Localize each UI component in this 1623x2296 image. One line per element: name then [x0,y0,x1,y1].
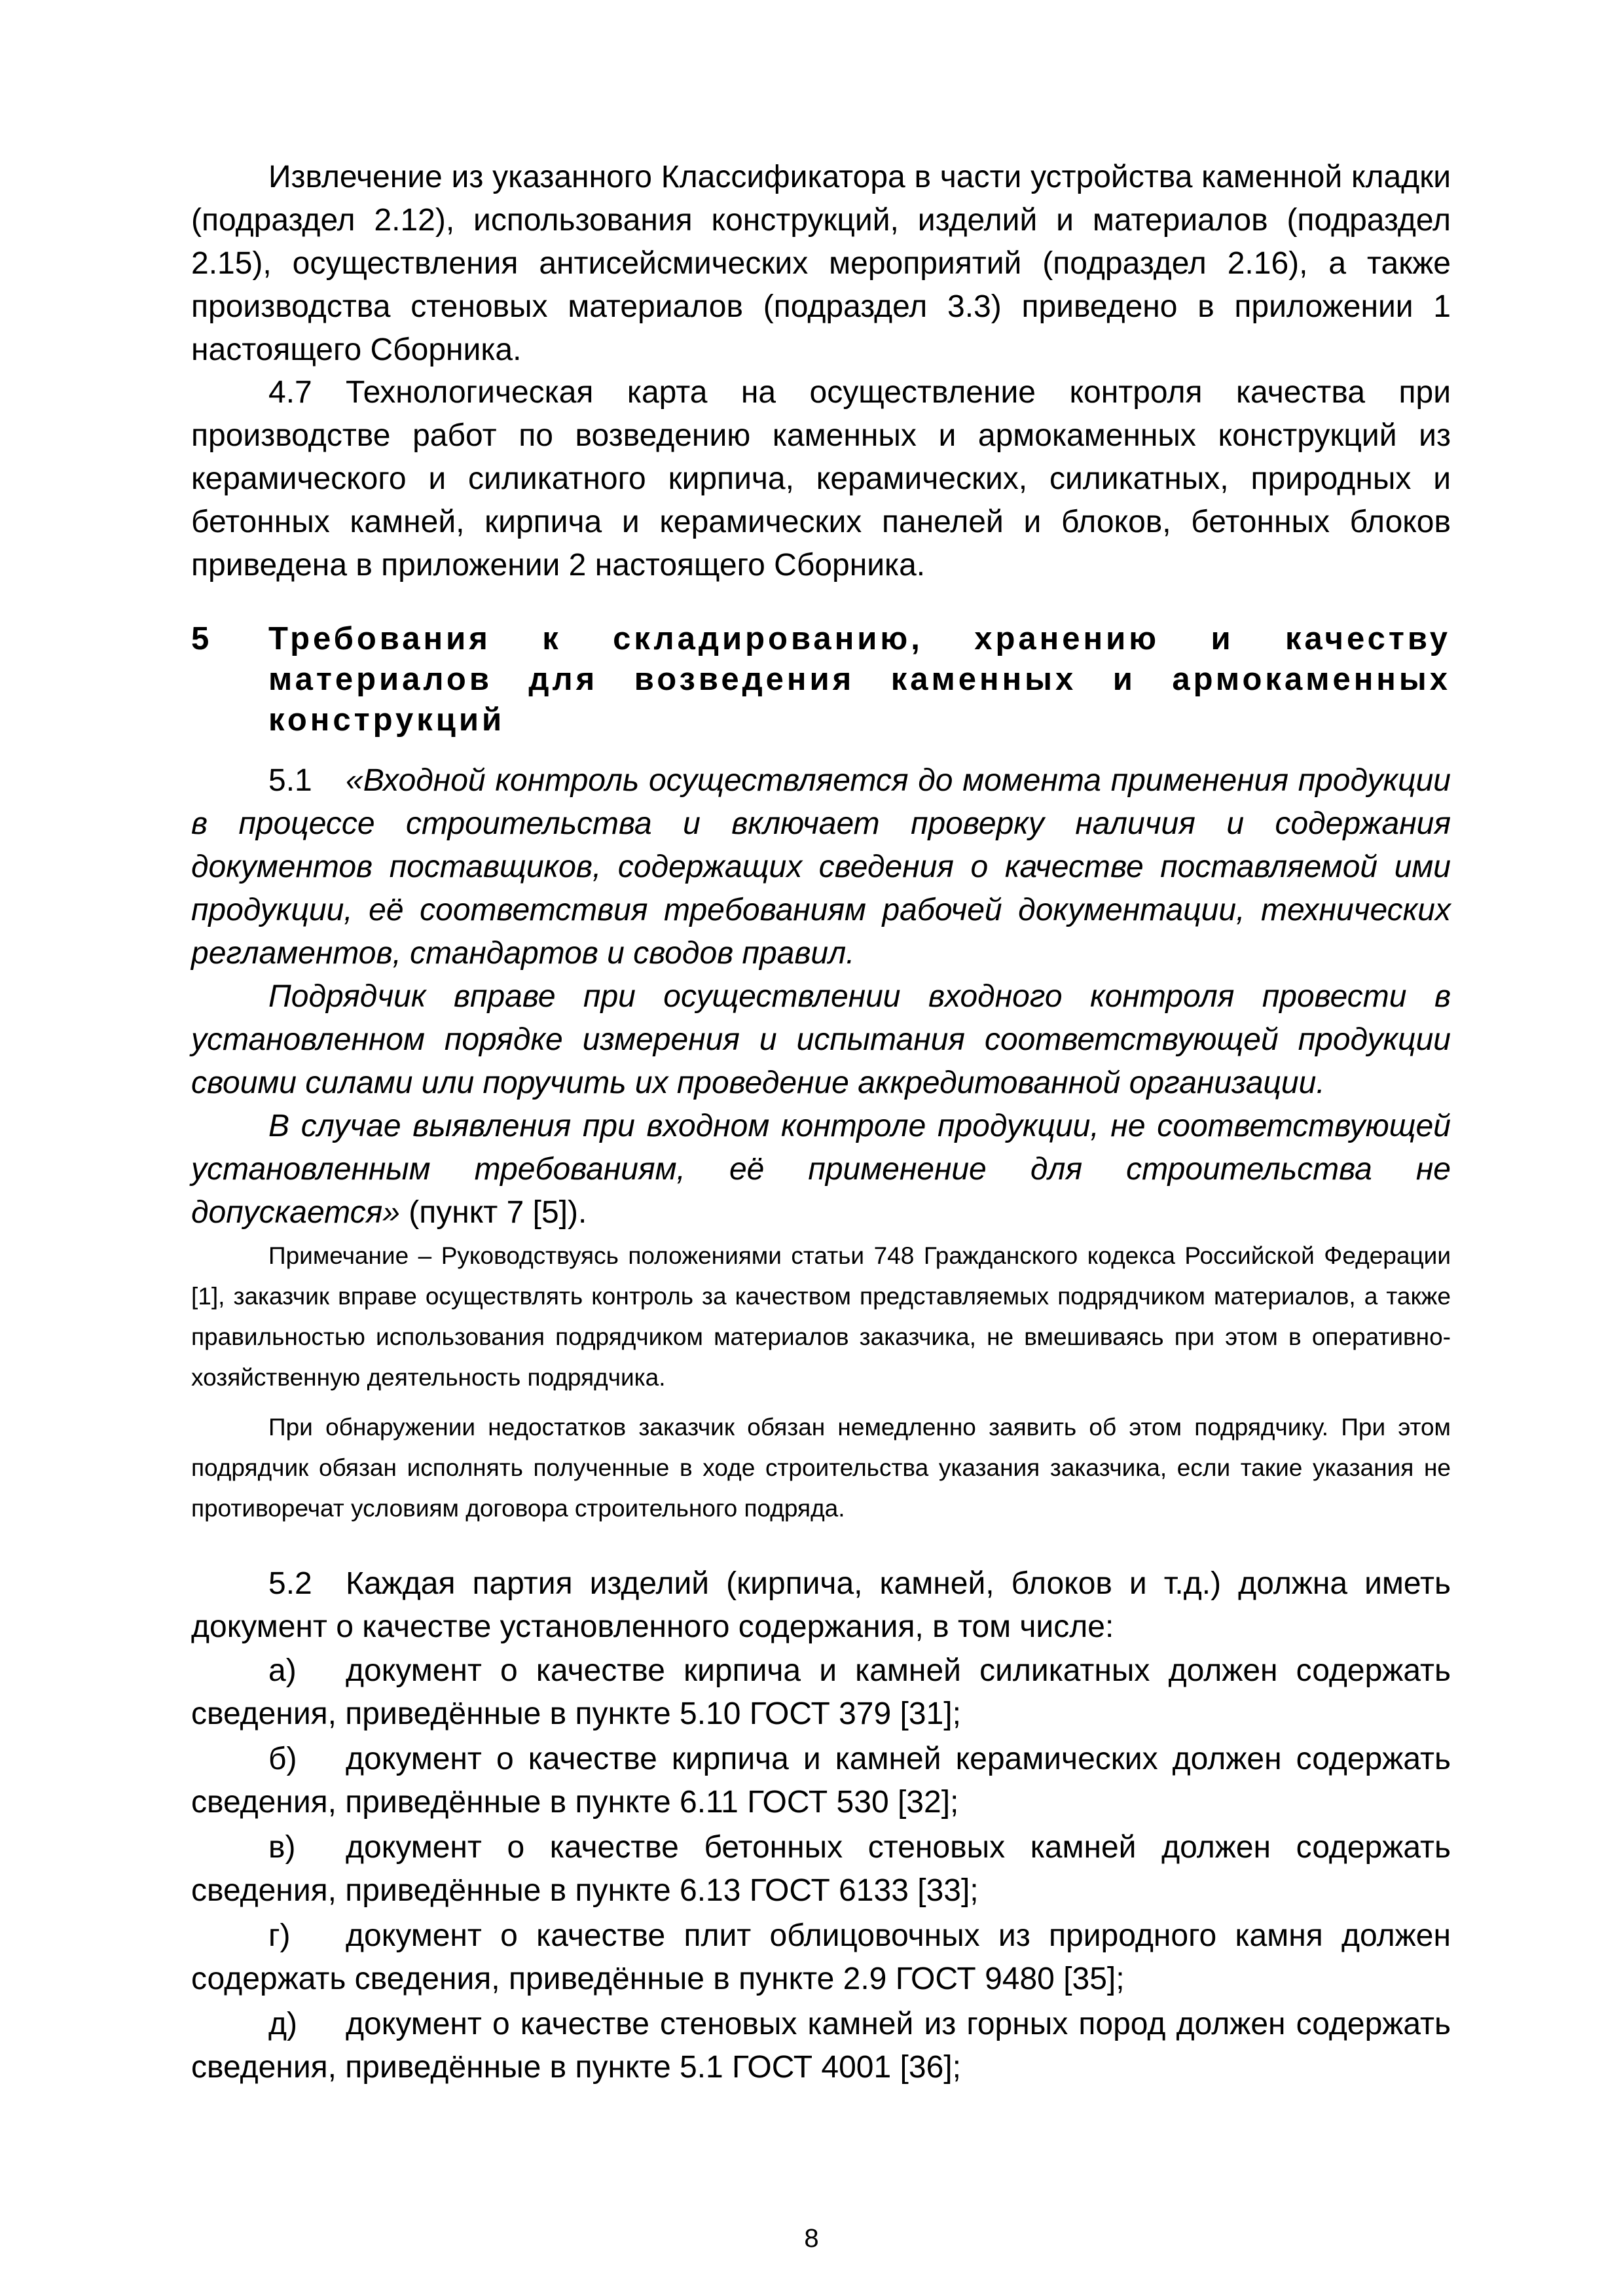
list-item-label: а) [268,1653,297,1688]
paragraph-text-italic: В случае выявления при входном контроле продукции, не соответствующей установленным требованиям, её применение для строительства не допускается» [191,1109,1451,1230]
list-item [191,1914,1451,2001]
paragraph-text: Технологическая карта на осуществление контроля качества при производстве работ по возведению каменных и армокаменных конструкций из керамического и силикатного кирпича, керамических, силикатных, природных и бетонных камней, кирпича и керамических панелей и блоков, бетонных блоков приведена в приложении 2 настоящего Сборника. [191,375,1451,583]
paragraph-5-1-contractor: Подрядчик вправе при осуществлении входного контроля провести в установленном порядке измерения и испытания соответствующей продукции своими силами или поручить их проведение аккредитованной организации. [191,979,1451,1100]
paragraph-5-2 [191,1562,1451,1649]
list-item-text: документ о качестве кирпича и камней силикатных должен содержать сведения, приведённые в пункте 5.10 ГОСТ 379 [31]; [191,1653,1451,1731]
paragraph-5-1-nonconforming [191,1105,1451,1234]
paragraph-4-7 [191,371,1451,587]
list-item-text: документ о качестве плит облицовочных из природного камня должен содержать сведения, приведённые в пункте 2.9 ГОСТ 9480 [35]; [191,1918,1451,1996]
list-item-text: документ о качестве кирпича и камней керамических должен содержать сведения, приведённые в пункте 6.11 ГОСТ 530 [32]; [191,1742,1451,1820]
list-item-text: документ о качестве бетонных стеновых камней должен содержать сведения, приведённые в пункте 6.13 ГОСТ 6133 [33]; [191,1830,1451,1908]
page-number: 8 [804,2224,819,2253]
list-item-label: в) [268,1830,296,1865]
section-title: Требования к складированию, хранению и качеству материалов для возведения каменных и армокаменных конструкций [268,621,1451,738]
intro-paragraph: Извлечение из указанного Классификатора в части устройства каменной кладки (подраздел 2.12), использования конструкций, изделий и материалов (подраздел 2.15), осуществления антисейсмических мероприятий (подраздел 2.16), а также производства стеновых материалов (подраздел 3.3) приведено в приложении 1 настоящего Сборника. [191,160,1451,367]
section-heading [191,619,1451,740]
section-number: 5 [191,621,213,656]
paragraph-5-1 [191,759,1451,975]
list-item-label: д) [268,2007,297,2041]
paragraph-text: Каждая партия изделий (кирпича, камней, блоков и т.д.) должна иметь документ о качестве установленного содержания, в том числе: [191,1566,1451,1644]
paragraph-number: 4.7 [268,375,312,410]
list-item-label: б) [268,1742,297,1776]
list-item-text: документ о качестве стеновых камней из горных пород должен содержать сведения, приведённые в пункте 5.1 ГОСТ 4001 [36]; [191,2007,1451,2085]
paragraph-text: «Входной контроль осуществляется до момента применения продукции в процессе строительства и включает проверку наличия и содержания документов поставщиков, содержащих сведения о качестве поставляемой ими продукции, её соответствия требованиям рабочей документации, технических регламентов, стандартов и сводов правил. [191,763,1451,971]
list-item [191,1738,1451,1824]
list-item [191,2003,1451,2089]
paragraph-number: 5.2 [268,1566,312,1601]
note-paragraph: Примечание – Руководствуясь положениями статьи 748 Гражданского кодекса Российской Федерации [1], заказчик вправе осуществлять контроль за качеством представляемых подрядчиком материалов, а также правильностью использования подрядчиком материалов заказчика, не вмешиваясь при этом в оперативно-хозяйственную деятельность подрядчика. [191,1242,1451,1391]
note-paragraph-2: При обнаружении недостатков заказчик обязан немедленно заявить об этом подрядчику. При этом подрядчик обязан исполнять полученные в ходе строительства указания заказчика, если такие указания не противоречат условиям договора строительного подряда. [191,1414,1451,1522]
list-item [191,1826,1451,1912]
paragraph-reference: (пункт 7 [5]). [399,1195,587,1230]
list-item-label: г) [268,1918,291,1953]
paragraph-number: 5.1 [268,763,312,798]
list-item [191,1649,1451,1736]
